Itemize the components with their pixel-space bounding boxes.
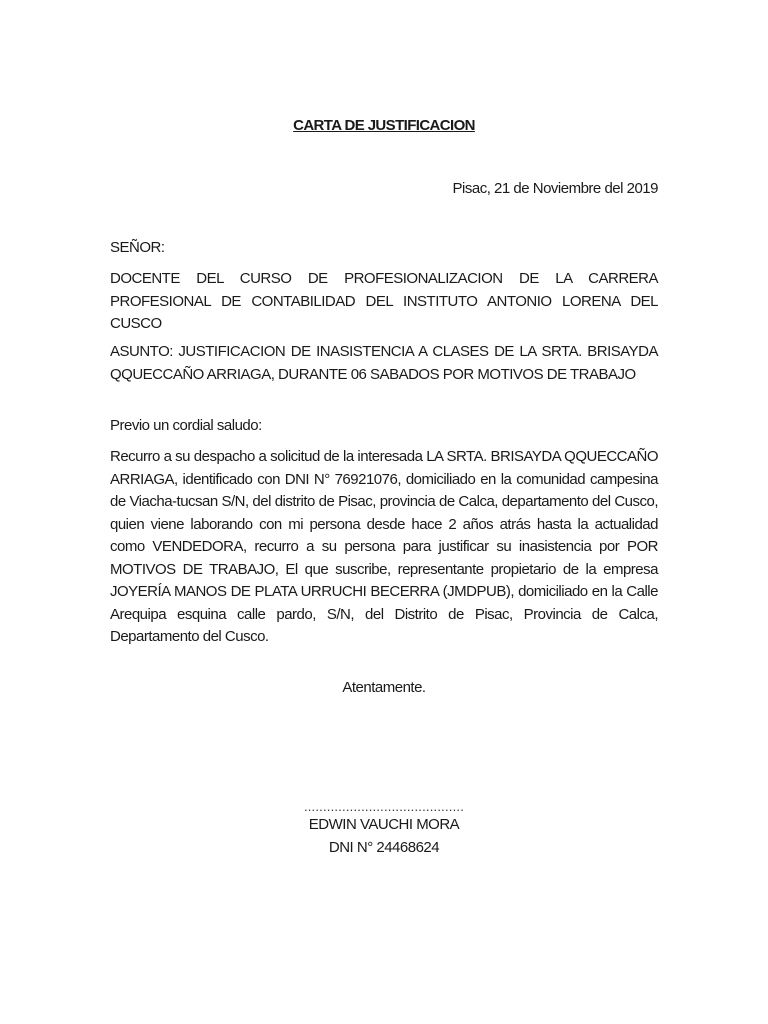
recipient-paragraph: DOCENTE DEL CURSO DE PROFESIONALIZACION DE LA CARRERA PROFESIONAL DE CONTABILIDAD DEL INSTITUTO ANTONIO LORENA DEL CUSCO <box>110 270 658 332</box>
salutation: SEÑOR: <box>110 239 165 256</box>
signer-id: DNI N° 24468624 <box>328 838 440 856</box>
body-paragraph: Recurro a su despacho a solicitud de la interesada LA SRTA. BRISAYDA QQUECCAÑO ARRIAGA, identificado con DNI N° 76921076, domiciliado en la comunidad campesina de Viacha-tucsan S/N, del distrito de Pisac, provincia de Calca, departamento del Cusco, quien viene laborando con mi persona desde hace 2 años atrás hasta la actualidad como VENDEDORA, recurro a su persona para justificar su inasistencia por POR MOTIVOS DE TRABAJO, El que suscribe, representante propietario de la empresa JOYERÍA MANOS DE PLATA URRUCHI BECERRA (JMDPUB), domiciliado en la Calle Arequipa esquina calle pardo, S/N, del Distrito de Pisac, Provincia de Calca, Departamento del Cusco. <box>110 448 658 645</box>
signer-name: EDWIN VAUCHI MORA <box>308 816 460 833</box>
signature-line: .......................................... <box>303 799 465 814</box>
greeting: Previo un cordial saludo: <box>110 417 262 434</box>
closing: Atentamente. <box>342 679 426 696</box>
place-date: Pisac, 21 de Noviembre del 2019 <box>452 180 658 197</box>
subject-paragraph: ASUNTO: JUSTIFICACION DE INASISTENCIA A CLASES DE LA SRTA. BRISAYDA QQUECCAÑO ARRIAGA, DURANTE 06 SABADOS POR MOTIVOS DE TRABAJO <box>110 343 658 383</box>
letter-title: CARTA DE JUSTIFICACION <box>293 117 475 134</box>
signature-block <box>0 800 768 859</box>
